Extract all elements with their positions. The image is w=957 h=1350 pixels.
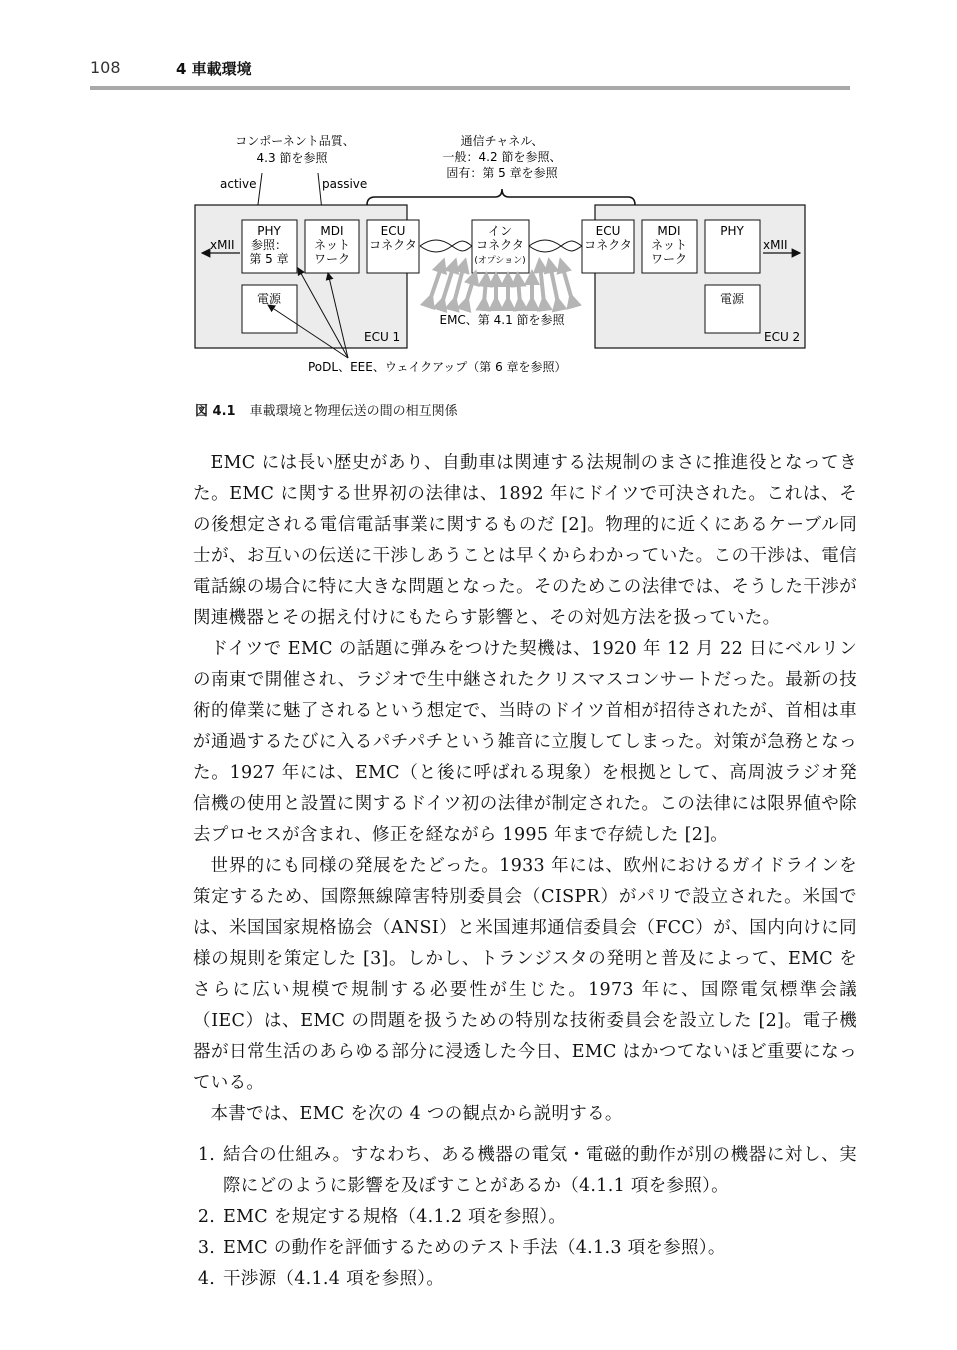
page-number: 108 (90, 58, 121, 77)
inline-line3: (オプション) (474, 256, 526, 266)
figure-diagram (180, 125, 820, 390)
chapter-title: 4 車載環境 (176, 60, 252, 78)
list-item: 3. EMC の動作を評価するためのテスト手法（4.1.3 項を参照）。 (221, 1233, 857, 1264)
component-ref-label: 4.3 節を参照 (256, 151, 328, 165)
phy1-line3: 第 5 章 (249, 252, 289, 266)
mdi1-line1: MDI (320, 224, 344, 238)
twisted-pair-right (529, 240, 582, 252)
emc-arrows-right (532, 265, 572, 303)
active-label: active (220, 177, 257, 191)
emc-arrows-center (484, 279, 520, 303)
twisted-pair-left (420, 240, 472, 252)
ecu-connector1-line2: コネクタ (369, 238, 417, 252)
phy1-line2: 参照： (250, 238, 288, 252)
inline-line1: イン (487, 224, 513, 238)
xmii-right-label: xMII (763, 238, 788, 252)
mdi1-line2: ネット (313, 238, 351, 252)
mdi2-line1: MDI (657, 224, 681, 238)
body-text (193, 448, 857, 1295)
emc-arrows-left (430, 265, 474, 303)
inline-line2: コネクタ (476, 238, 524, 252)
ecu-connector1-line1: ECU (380, 224, 406, 238)
xmii-left-label: xMII (210, 238, 235, 252)
podl-label: PoDL、EEE、ウェイクアップ（第 6 章を参照） (308, 360, 567, 374)
paragraph-3: 世界的にも同様の発展をたどった。1933 年には、欧州におけるガイドラインを策定するため、国際無線障害特別委員会（CISPR）がパリで設立された。米国では、米国国家規格協会（ANSI）と米国連邦通信委員会（FCC）が、国内向けに同様の規則を策定した [3]。しかし、トランジスタの発明と普及によって、EMC をさらに広い規模で規制する必要性が生じた。1973 年に、国際電気標準会議（IEC）は、EMC の問題を扱うための特別な技術委員会を設立した [2]。電子機器が日常生活のあらゆる部分に浸透した今日、EMC はかつてないほど重要になっている。 (193, 856, 857, 1093)
mdi2-line2: ネット (650, 238, 688, 252)
running-header (90, 58, 850, 88)
caption-number: 図 4.1 (195, 404, 236, 419)
power2-label: 電源 (719, 292, 745, 306)
channel-label: 通信チャネル、 (460, 134, 544, 148)
list-item: 4. 干渉源（4.1.4 項を参照）。 (221, 1264, 857, 1295)
phy1-line1: PHY (257, 224, 281, 238)
emc-ref-label: EMC、第 4.1 節を参照 (439, 313, 565, 327)
paragraph-2: ドイツで EMC の話題に弾みをつけた契機は、1920 年 12 月 22 日にベルリンの南東で開催され、ラジオで生中継されたクリスマスコンサートだった。最新の技術的偉業に魅了されるという想定で、当時のドイツ首相が招待されたが、首相は車が通過するたびに入るパチパチという雑音に立腹してしまった。対策が急務となった。1927 年には、EMC（と後に呼ばれる現象）を根拠として、高周波ラジオ発信機の使用と設置に関するドイツ初の法律が制定された。この法律には限界値や除去プロセスが含まれ、修正を経ながら 1995 年まで存続した [2]。 (193, 639, 857, 845)
channel-specific-label: 固有：第 5 章を参照 (446, 166, 558, 180)
channel-general-label: 一般：4.2 節を参照、 (442, 150, 562, 164)
phy2-label: PHY (720, 224, 744, 238)
channel-brace (367, 189, 635, 205)
paragraph-1: EMC には長い歴史があり、自動車は関連する法規制のまさに推進役となってきた。EMC に関する世界初の法律は、1892 年にドイツで可決された。これは、その後想定される電信電話事業に関するものだ [2]。物理的に近くにあるケーブル同士が、お互いの伝送に干渉しあうことは早くからわかっていた。この干渉は、電信電話線の場合に特に大きな問題となった。そのためこの法律では、そうした干渉が関連機器とその据え付けにもたらす影響と、その対処方法を扱っていた。 (193, 453, 857, 628)
passive-label: passive (322, 177, 368, 191)
power1-label: 電源 (256, 292, 282, 306)
component-quality-label: コンポーネント品質、 (235, 134, 355, 148)
mdi2-line3: ワーク (650, 252, 688, 266)
ecu-connector2-line2: コネクタ (584, 238, 632, 252)
figure-caption (195, 400, 458, 419)
ecu2-label: ECU 2 (764, 330, 801, 344)
numbered-list (193, 1140, 857, 1295)
paragraph-4: 本書では、EMC を次の 4 つの観点から説明する。 (210, 1104, 623, 1124)
caption-text: 車載環境と物理伝送の間の相互関係 (249, 404, 458, 419)
header-rule (90, 86, 850, 90)
ecu-connector2-line1: ECU (595, 224, 621, 238)
ecu1-label: ECU 1 (364, 330, 401, 344)
list-item: 2. EMC を規定する規格（4.1.2 項を参照）。 (221, 1202, 857, 1233)
mdi1-line3: ワーク (313, 252, 351, 266)
list-item: 1. 結合の仕組み。すなわち、ある機器の電気・電磁的動作が別の機器に対し、実際にどのように影響を及ぼすことがあるか（4.1.1 項を参照）。 (221, 1140, 857, 1202)
